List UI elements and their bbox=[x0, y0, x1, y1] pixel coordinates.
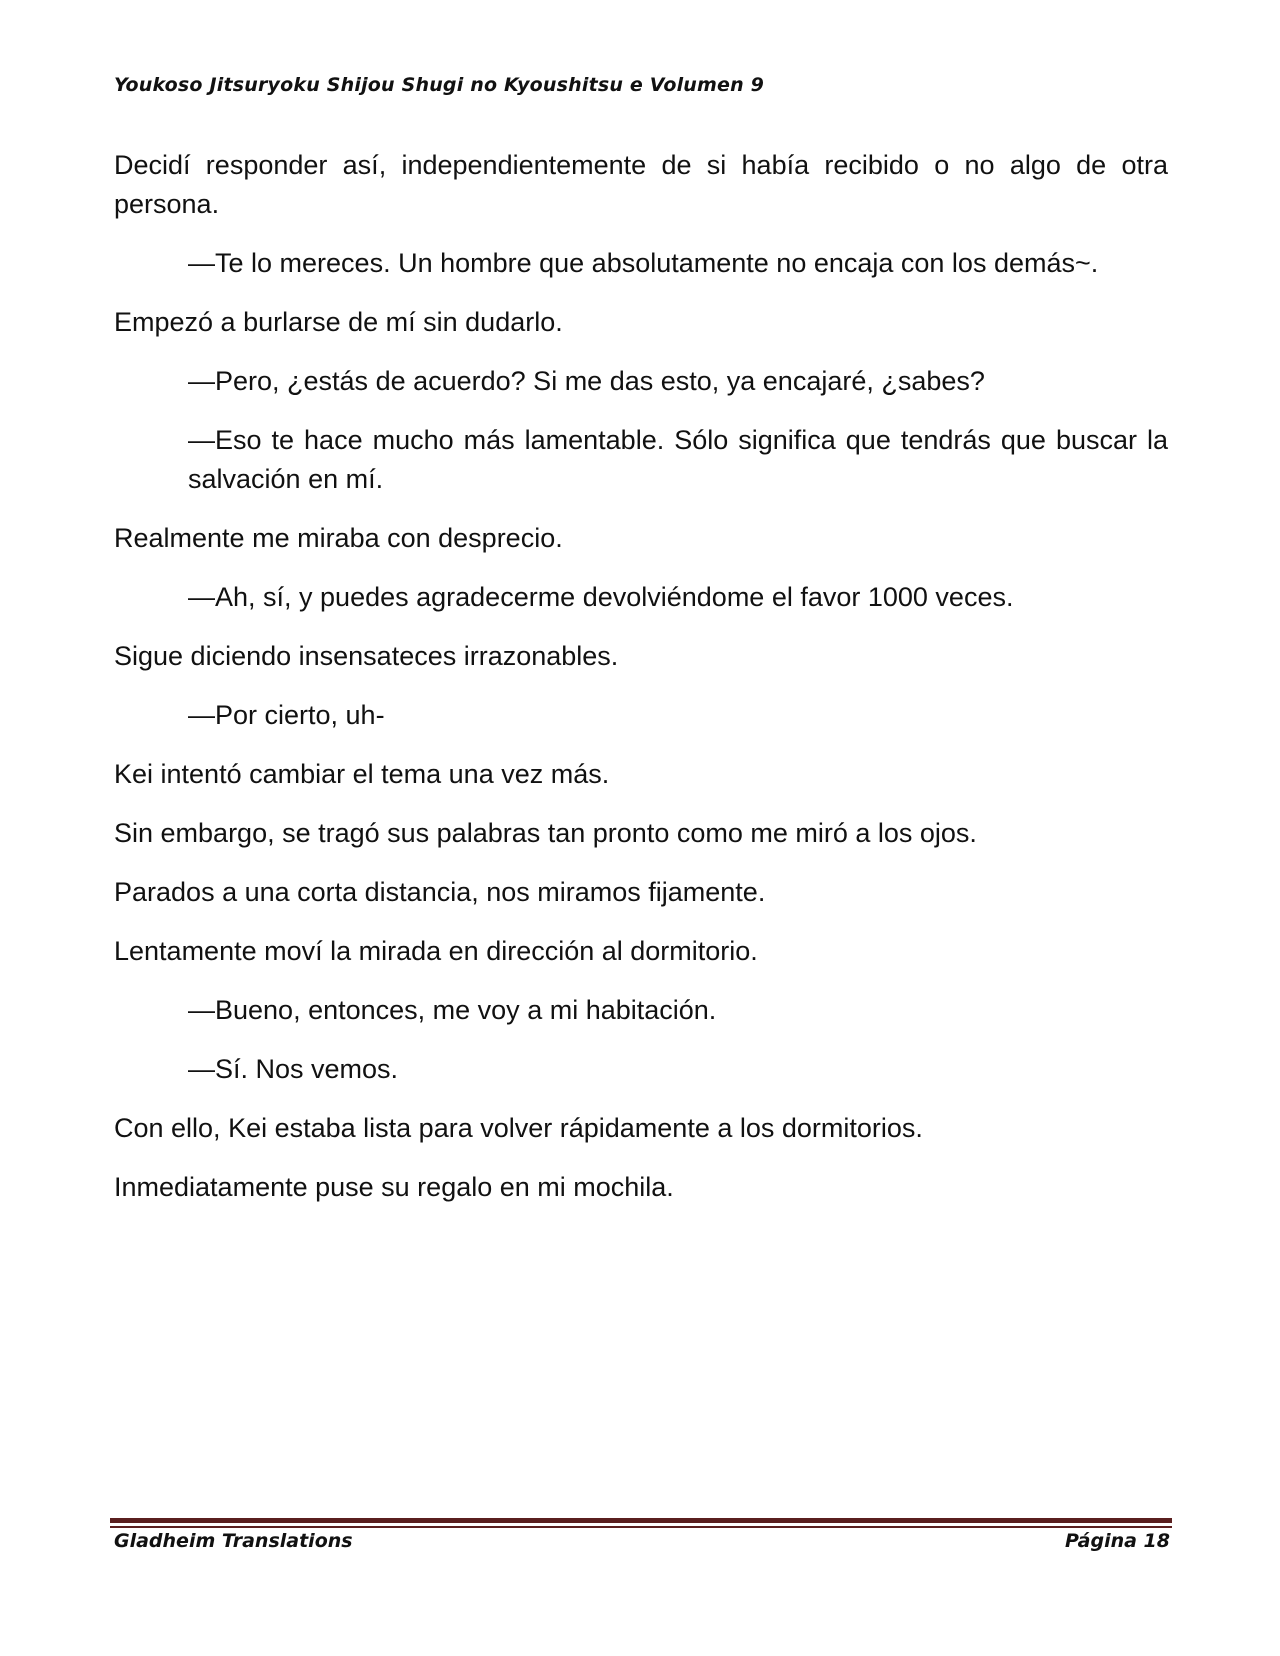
dialogue-paragraph: —Bueno, entonces, me voy a mi habitación. bbox=[188, 995, 717, 1025]
narration-paragraph: Inmediatamente puse su regalo en mi mochila. bbox=[114, 1172, 674, 1202]
dialogue-paragraph: —Sí. Nos vemos. bbox=[188, 1054, 399, 1084]
narration-paragraph: Parados a una corta distancia, nos miramos fijamente. bbox=[114, 877, 766, 907]
narration-paragraph: Sin embargo, se tragó sus palabras tan pronto como me miró a los ojos. bbox=[114, 818, 977, 848]
narration-paragraph: Sigue diciendo insensateces irrazonables. bbox=[114, 641, 619, 671]
page-number: Página 18 bbox=[1064, 1530, 1170, 1552]
dialogue-paragraph: —Eso te hace mucho más lamentable. Sólo significa que tendrás que buscar la salvación en mí. bbox=[188, 425, 1168, 494]
running-header: Youkoso Jitsuryoku Shijou Shugi no Kyoushitsu e Volumen 9 bbox=[114, 74, 765, 96]
narration-paragraph: Kei intentó cambiar el tema una vez más. bbox=[114, 759, 610, 789]
footer-divider bbox=[110, 1518, 1172, 1523]
narration-paragraph: Lentamente moví la mirada en dirección al dormitorio. bbox=[114, 936, 758, 966]
narration-paragraph: Realmente me miraba con desprecio. bbox=[114, 523, 563, 553]
dialogue-paragraph: —Pero, ¿estás de acuerdo? Si me das esto, ya encajaré, ¿sabes? bbox=[188, 366, 985, 396]
narration-paragraph: Empezó a burlarse de mí sin dudarlo. bbox=[114, 307, 563, 337]
footer-credit: Gladheim Translations bbox=[114, 1530, 353, 1552]
dialogue-paragraph: —Ah, sí, y puedes agradecerme devolviéndome el favor 1000 veces. bbox=[188, 582, 1014, 612]
body-text bbox=[114, 146, 1168, 1227]
dialogue-paragraph: —Te lo mereces. Un hombre que absolutamente no encaja con los demás~. bbox=[188, 248, 1099, 278]
narration-paragraph: Con ello, Kei estaba lista para volver rápidamente a los dormitorios. bbox=[114, 1113, 923, 1143]
dialogue-paragraph: —Por cierto, uh- bbox=[188, 700, 385, 730]
narration-paragraph: Decidí responder así, independientemente de si había recibido o no algo de otra persona. bbox=[114, 150, 1168, 219]
footer-divider-thin bbox=[110, 1526, 1172, 1528]
